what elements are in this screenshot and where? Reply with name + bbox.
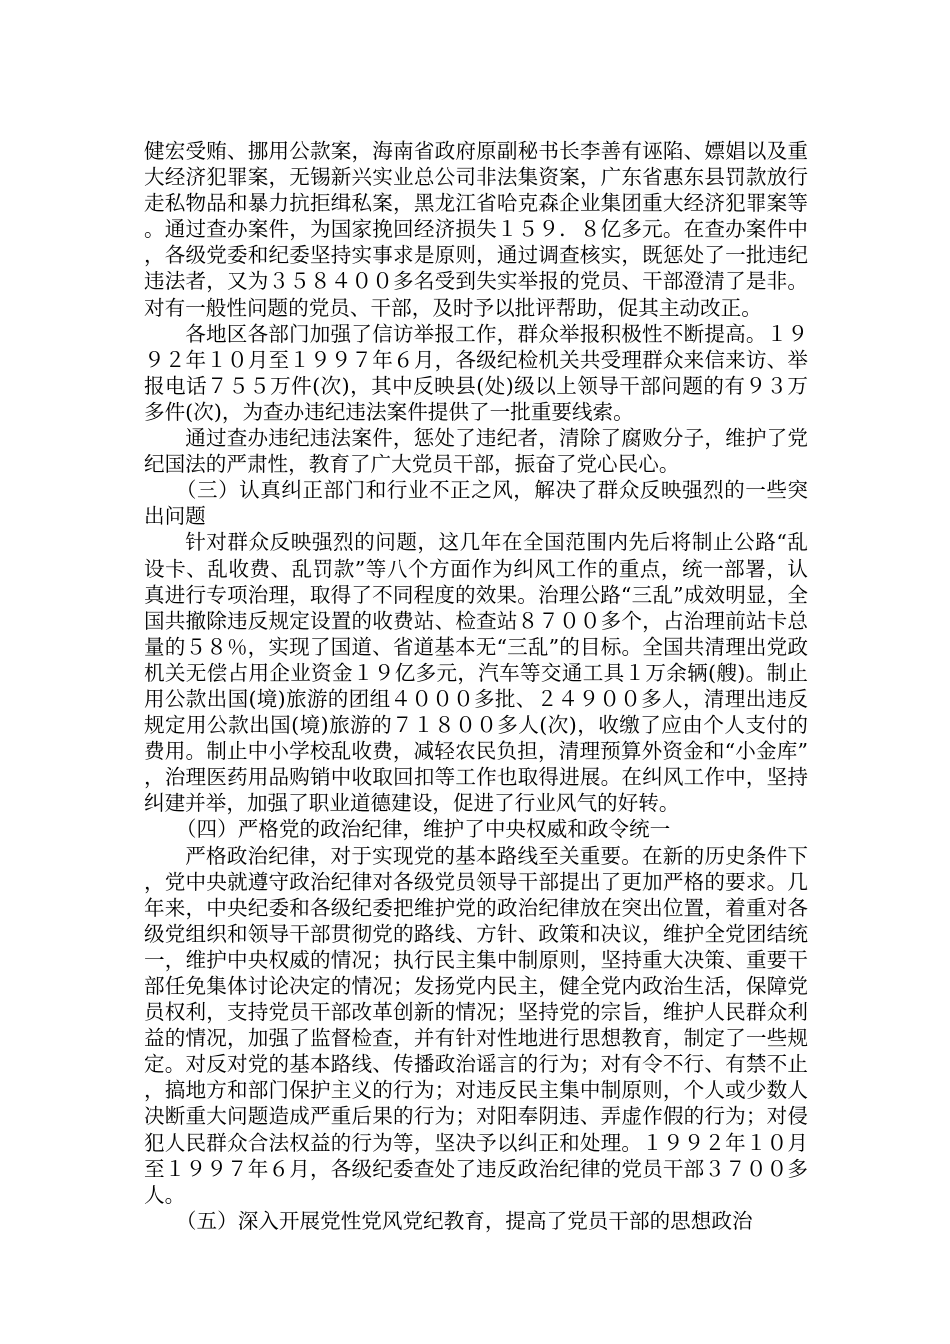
paragraph-rectify-misconduct: 针对群众反映强烈的问题，这几年在全国范围内先后将制止公路“乱设卡、乱收费、乱罚款”等八个方面作为纠风工作的重点，统一部署，认真进行专项治理，取得了不同程度的效果。治理公路“三乱”成效明显，全国共撤除违反规定设置的收费站、检查站８７００多个，占治理前站卡总量的５８％，实现了国道、省道基本无“三乱”的目标。全国共清理出党政机关无偿占用企业资金１９亿多元，汽车等交通工具１万余辆(艘)。制止用公款出国(境)旅游的团组４０００多批、２４９００多人，清理出违反规定用公款出国(境)旅游的７１８００多人(次)，收缴了应由个人支付的费用。制止中小学校乱收费，减轻农民负担，清理预算外资金和“小金库”，治理医药用品购销中收取回扣等工作也取得进展。在纠风工作中，坚持纠建并举，加强了职业道德建设，促进了行业风气的好转。: [144, 530, 808, 816]
paragraph-case-effects: 通过查办违纪违法案件，惩处了违纪者，清除了腐败分子，维护了党纪国法的严肃性，教育了广大党员干部，振奋了党心民心。: [144, 426, 808, 477]
section-heading-3: （三）认真纠正部门和行业不正之风，解决了群众反映强烈的一些突出问题: [144, 478, 808, 529]
document-page: [144, 138, 808, 1234]
section-heading-5: （五）深入开展党性党风党纪教育，提高了党员干部的思想政治: [175, 1208, 753, 1233]
section-heading-4: （四）严格党的政治纪律，维护了中央权威和政令统一: [175, 817, 671, 842]
paragraph-petition-reports: 各地区各部门加强了信访举报工作，群众举报积极性不断提高。１９９２年１０月至１９９７年６月，各级纪检机关共受理群众来信来访、举报电话７５５万件(次)，其中反映县(处)级以上领导干部问题的有９３万多件(次)，为查办违纪违法案件提供了一批重要线索。: [144, 321, 808, 424]
paragraph-political-discipline: 严格政治纪律，对于实现党的基本路线至关重要。在新的历史条件下，党中央就遵守政治纪律对各级党员领导干部提出了更加严格的要求。几年来，中央纪委和各级纪委把维护党的政治纪律放在突出位置，着重对各级党组织和领导干部贯彻党的路线、方针、政策和决议，维护全党团结统一，维护中央权威的情况；执行民主集中制原则，坚持重大决策、重要干部任免集体讨论决定的情况；发扬党内民主，健全党内政治生活，保障党员权利，支持党员干部改革创新的情况；坚持党的宗旨，维护人民群众利益的情况，加强了监督检查，并有针对性地进行思想教育，制定了一些规定。对反对党的基本路线、传播政治谣言的行为；对有令不行、有禁不止，搞地方和部门保护主义的行为；对违反民主集中制原则，个人或少数人决断重大问题造成严重后果的行为；对阳奉阴违、弄虚作假的行为；对侵犯人民群众合法权益的行为等，坚决予以纠正和处理。１９９２年１０月至１９９７年６月，各级纪委查处了违反政治纪律的党员干部３７００多人。: [144, 843, 808, 1207]
paragraph-case-results: 健宏受贿、挪用公款案，海南省政府原副秘书长李善有诬陷、嫖娼以及重大经济犯罪案，无锡新兴实业总公司非法集资案，广东省惠东县罚款放行走私物品和暴力抗拒缉私案，黑龙江省哈克森企业集团重大经济犯罪案等。通过查办案件，为国家挽回经济损失１５９．８亿多元。在查办案件中，各级党委和纪委坚持实事求是原则，通过调查核实，既惩处了一批违纪违法者，又为３５８４００多名受到失实举报的党员、干部澄清了是非。对有一般性问题的党员、干部，及时予以批评帮助，促其主动改正。: [144, 139, 808, 320]
